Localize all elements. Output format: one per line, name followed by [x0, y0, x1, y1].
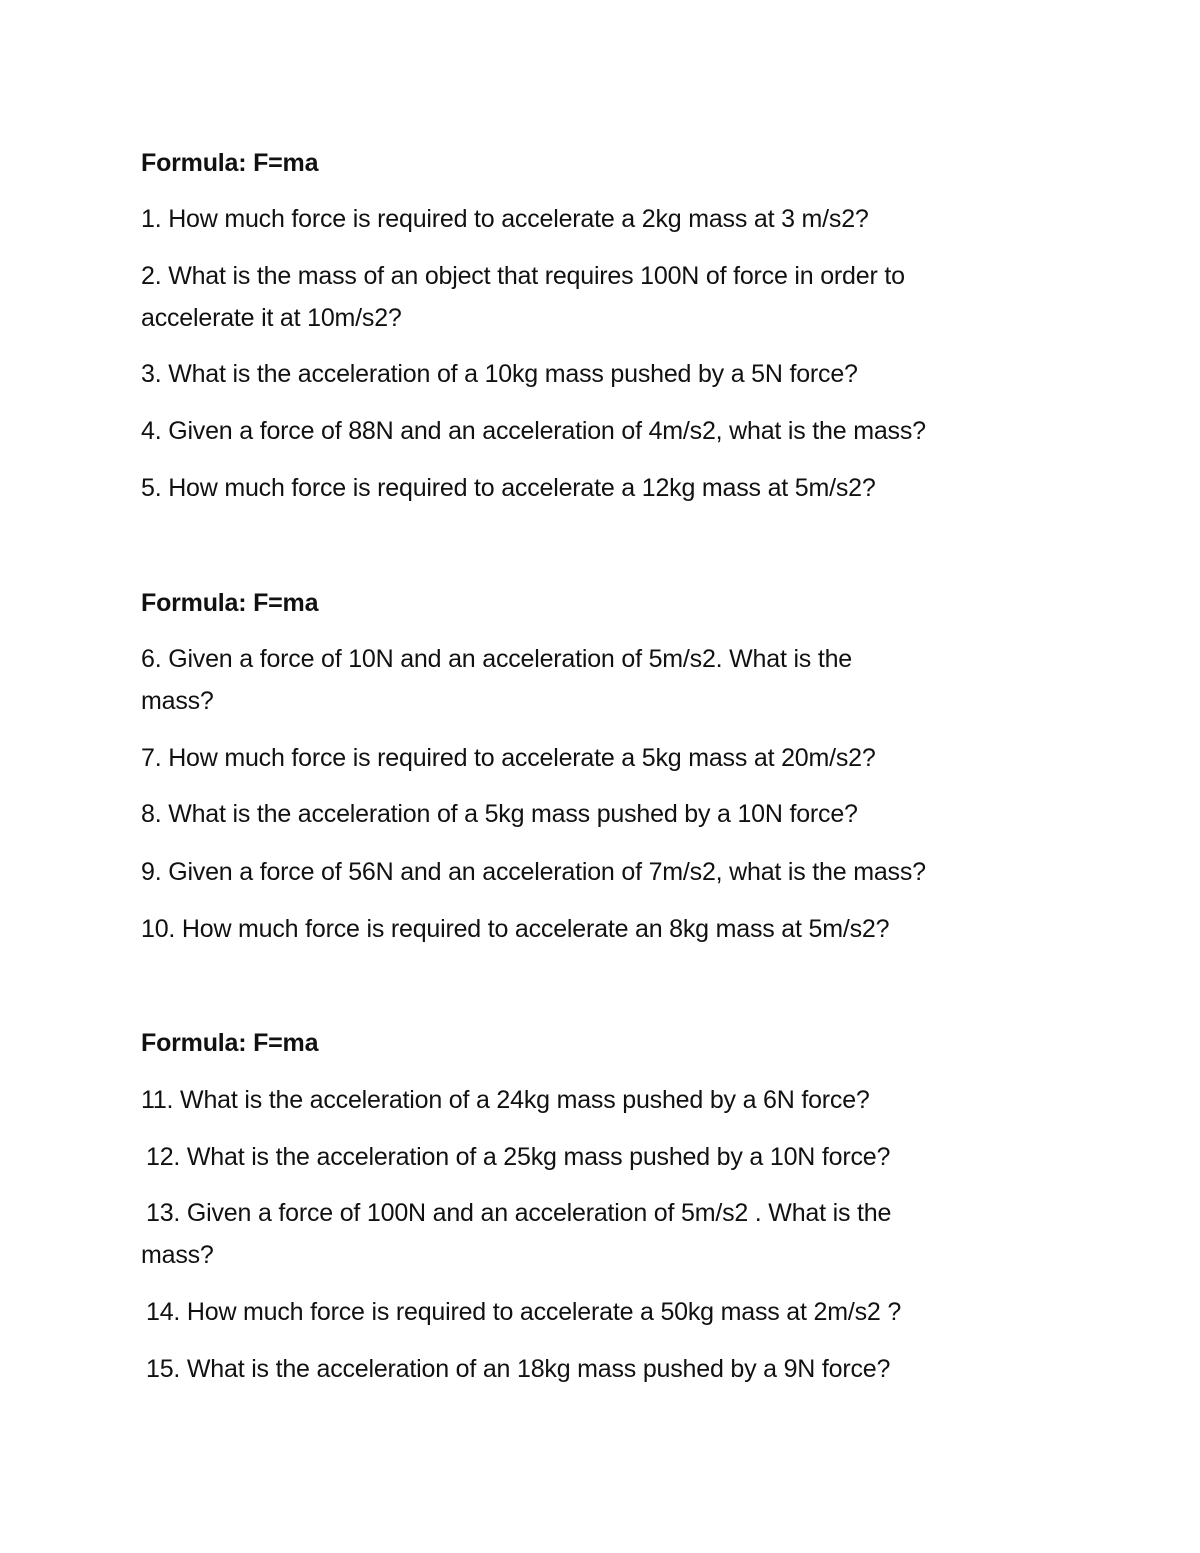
question-3: 3. What is the acceleration of a 10kg mass pushed by a 5N force? [141, 360, 858, 388]
question-12: 12. What is the acceleration of a 25kg mass pushed by a 10N force? [146, 1143, 891, 1171]
question-14: 14. How much force is required to accelerate a 50kg mass at 2m/s2 ? [146, 1298, 902, 1326]
question-6-continued: mass? [141, 687, 214, 715]
question-15: 15. What is the acceleration of an 18kg mass pushed by a 9N force? [146, 1355, 891, 1383]
question-1: 1. How much force is required to accelerate a 2kg mass at 3 m/s2? [141, 205, 869, 233]
question-2: 2. What is the mass of an object that requires 100N of force in order to [141, 262, 905, 290]
question-10: 10. How much force is required to accelerate an 8kg mass at 5m/s2? [141, 915, 890, 943]
question-9: 9. Given a force of 56N and an acceleration of 7m/s2, what is the mass? [141, 858, 926, 886]
section-2-heading: Formula: F=ma [141, 589, 319, 617]
section-3-heading: Formula: F=ma [141, 1029, 319, 1057]
section-1-heading: Formula: F=ma [141, 149, 319, 177]
question-5: 5. How much force is required to accelerate a 12kg mass at 5m/s2? [141, 474, 876, 502]
question-6: 6. Given a force of 10N and an acceleration of 5m/s2. What is the [141, 645, 852, 673]
question-8: 8. What is the acceleration of a 5kg mass pushed by a 10N force? [141, 800, 858, 828]
question-11: 11. What is the acceleration of a 24kg mass pushed by a 6N force? [141, 1086, 870, 1114]
question-4: 4. Given a force of 88N and an acceleration of 4m/s2, what is the mass? [141, 417, 926, 445]
question-2-continued: accelerate it at 10m/s2? [141, 304, 402, 332]
question-13-continued: mass? [141, 1241, 214, 1269]
question-7: 7. How much force is required to accelerate a 5kg mass at 20m/s2? [141, 744, 876, 772]
question-13: 13. Given a force of 100N and an acceleration of 5m/s2 . What is the [146, 1199, 892, 1227]
